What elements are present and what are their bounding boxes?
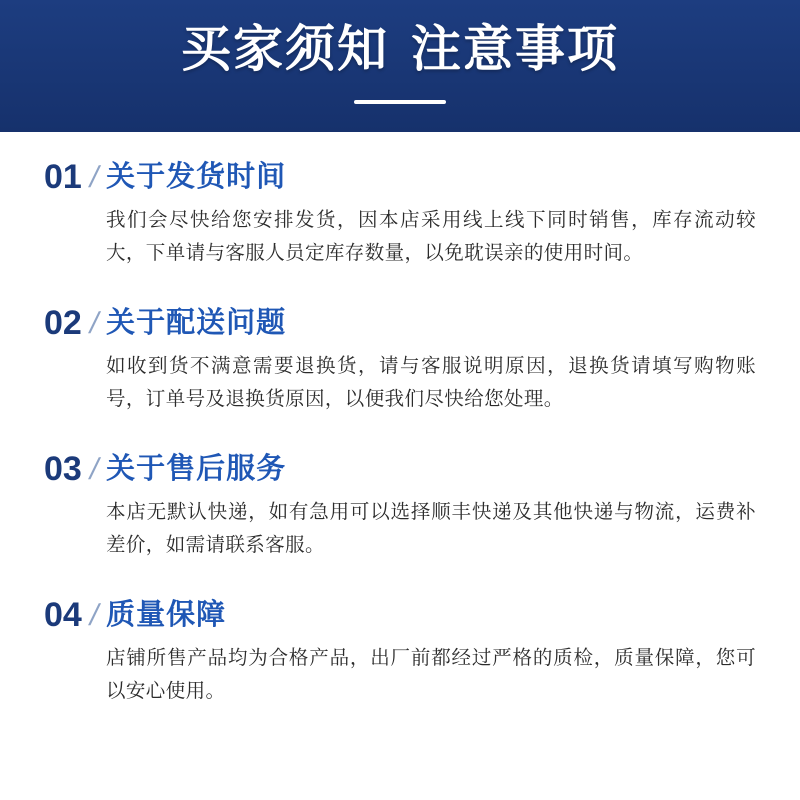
section-header bbox=[44, 304, 756, 342]
notice-section-01 bbox=[44, 158, 756, 270]
section-title: 质量保障 bbox=[106, 599, 227, 631]
section-number: 01 bbox=[44, 158, 82, 196]
banner-title bbox=[0, 18, 800, 80]
banner-title-part1: 买家须知 bbox=[181, 21, 389, 77]
section-title: 关于售后服务 bbox=[106, 453, 287, 485]
slash-divider-icon: / bbox=[86, 161, 102, 194]
slash-divider-icon: / bbox=[86, 307, 102, 340]
header-banner bbox=[0, 0, 800, 132]
slash-divider-icon: / bbox=[86, 599, 102, 632]
section-number: 04 bbox=[44, 596, 82, 634]
banner-underline bbox=[354, 100, 446, 104]
section-header bbox=[44, 158, 756, 196]
section-header bbox=[44, 596, 756, 634]
section-body: 店铺所售产品均为合格产品，出厂前都经过严格的质检，质量保障，您可以安心使用。 bbox=[106, 647, 756, 702]
notice-sections bbox=[0, 132, 800, 708]
section-body: 我们会尽快给您安排发货，因本店采用线上线下同时销售，库存流动较大，下单请与客服人员定库存数量，以免耽误亲的使用时间。 bbox=[106, 209, 756, 264]
notice-section-04 bbox=[44, 596, 756, 708]
section-number: 03 bbox=[44, 450, 82, 488]
notice-section-02 bbox=[44, 304, 756, 416]
section-header bbox=[44, 450, 756, 488]
section-body: 本店无默认快递，如有急用可以选择顺丰快递及其他快递与物流，运费补差价，如需请联系客服。 bbox=[106, 501, 756, 556]
slash-divider-icon: / bbox=[86, 453, 102, 486]
section-number: 02 bbox=[44, 304, 82, 342]
banner-title-part2: 注意事项 bbox=[411, 21, 619, 77]
section-title: 关于发货时间 bbox=[106, 161, 287, 193]
notice-section-03 bbox=[44, 450, 756, 562]
section-body: 如收到货不满意需要退换货，请与客服说明原因，退换货请填写购物账号，订单号及退换货原因，以便我们尽快给您处理。 bbox=[106, 355, 756, 410]
section-title: 关于配送问题 bbox=[106, 307, 287, 339]
